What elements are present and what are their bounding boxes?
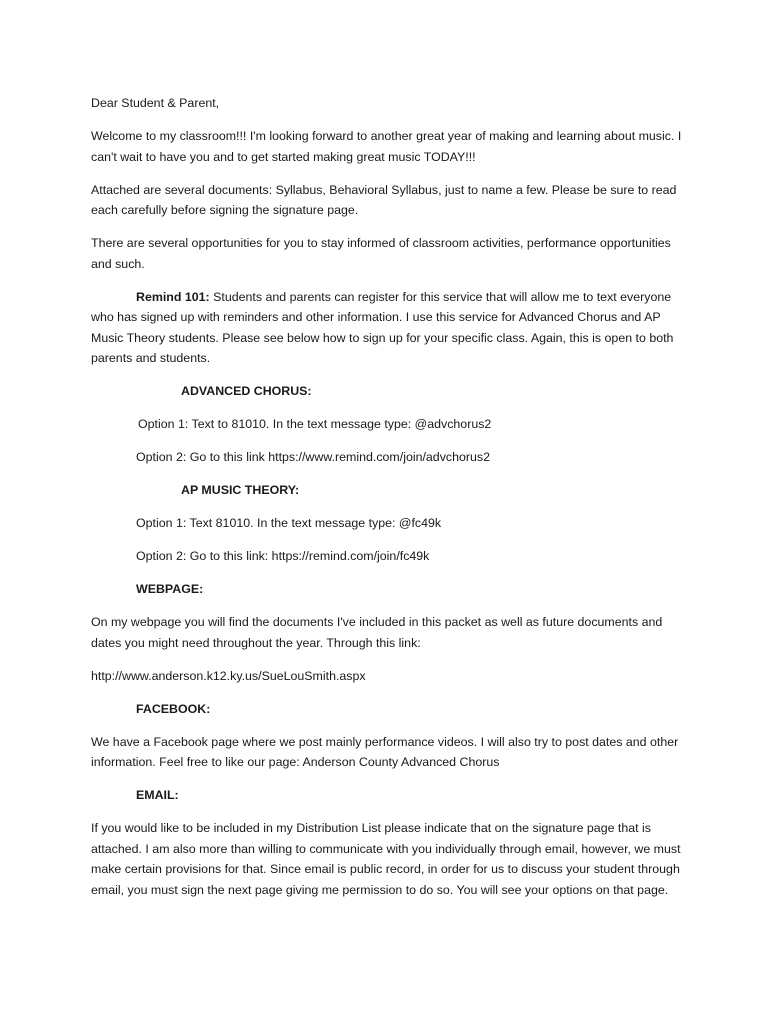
ap-music-theory-heading: AP MUSIC THEORY:: [181, 483, 300, 497]
webpage-link-line: [91, 666, 691, 687]
facebook-heading: FACEBOOK:: [136, 701, 211, 716]
opportunities-paragraph: There are several opportunities for you to stay informed of classroom activities, performance opportunities and such.: [91, 236, 671, 271]
remind-paragraph: [91, 287, 691, 369]
ap-music-theory-option2: Option 2: Go to this link: https://remind.com/join/fc49k: [136, 549, 430, 563]
webpage-paragraph: On my webpage you will find the documents I've included in this packet as well as future documents and dates you might need throughout the year. Through this link:: [91, 615, 663, 650]
webpage-link[interactable]: http://www.anderson.k12.ky.us/SueLouSmith.aspx: [91, 668, 366, 683]
advanced-chorus-heading: ADVANCED CHORUS:: [181, 384, 312, 398]
webpage-heading: WEBPAGE:: [136, 582, 204, 596]
email-heading: EMAIL:: [136, 788, 179, 802]
remind-text: Students and parents can register for this service that will allow me to text everyone who has signed up with reminders and other information. I use this service for Advanced Chorus and AP Music Theory students. Please see below how to sign up for your specific class. Again, this is open to both parents and students.: [91, 289, 674, 365]
attached-paragraph: Attached are several documents: Syllabus, Behavioral Syllabus, just to name a few. Please be sure to read each carefully before signing the signature page.: [91, 182, 677, 217]
intro-paragraph: Welcome to my classroom!!! I'm looking forward to another great year of making and learning about music. I can't wait to have you and to get started making great music TODAY!!!: [91, 129, 682, 164]
advanced-chorus-option1: Option 1: Text to 81010. In the text message type: @advchorus2: [138, 417, 492, 431]
greeting: Dear Student & Parent,: [91, 96, 220, 110]
facebook-paragraph: We have a Facebook page where we post mainly performance videos. I will also try to post dates and other information. Feel free to like our page: Anderson County Advanced Chorus: [91, 734, 679, 769]
remind-label: Remind 101:: [136, 289, 210, 304]
advanced-chorus-option2: Option 2: Go to this link https://www.remind.com/join/advchorus2: [136, 450, 490, 464]
ap-music-theory-option1: Option 1: Text 81010. In the text message type: @fc49k: [136, 516, 442, 530]
email-paragraph: If you would like to be included in my Distribution List please indicate that on the signature page that is attached. I am also more than willing to communicate with you individually through email, however, we must make certain provisions for that. Since email is public record, in order for us to discuss your student through email, you must sign the next page giving me permission to do so. You will see your options on that page.: [91, 821, 681, 897]
letter-page: [91, 93, 691, 913]
